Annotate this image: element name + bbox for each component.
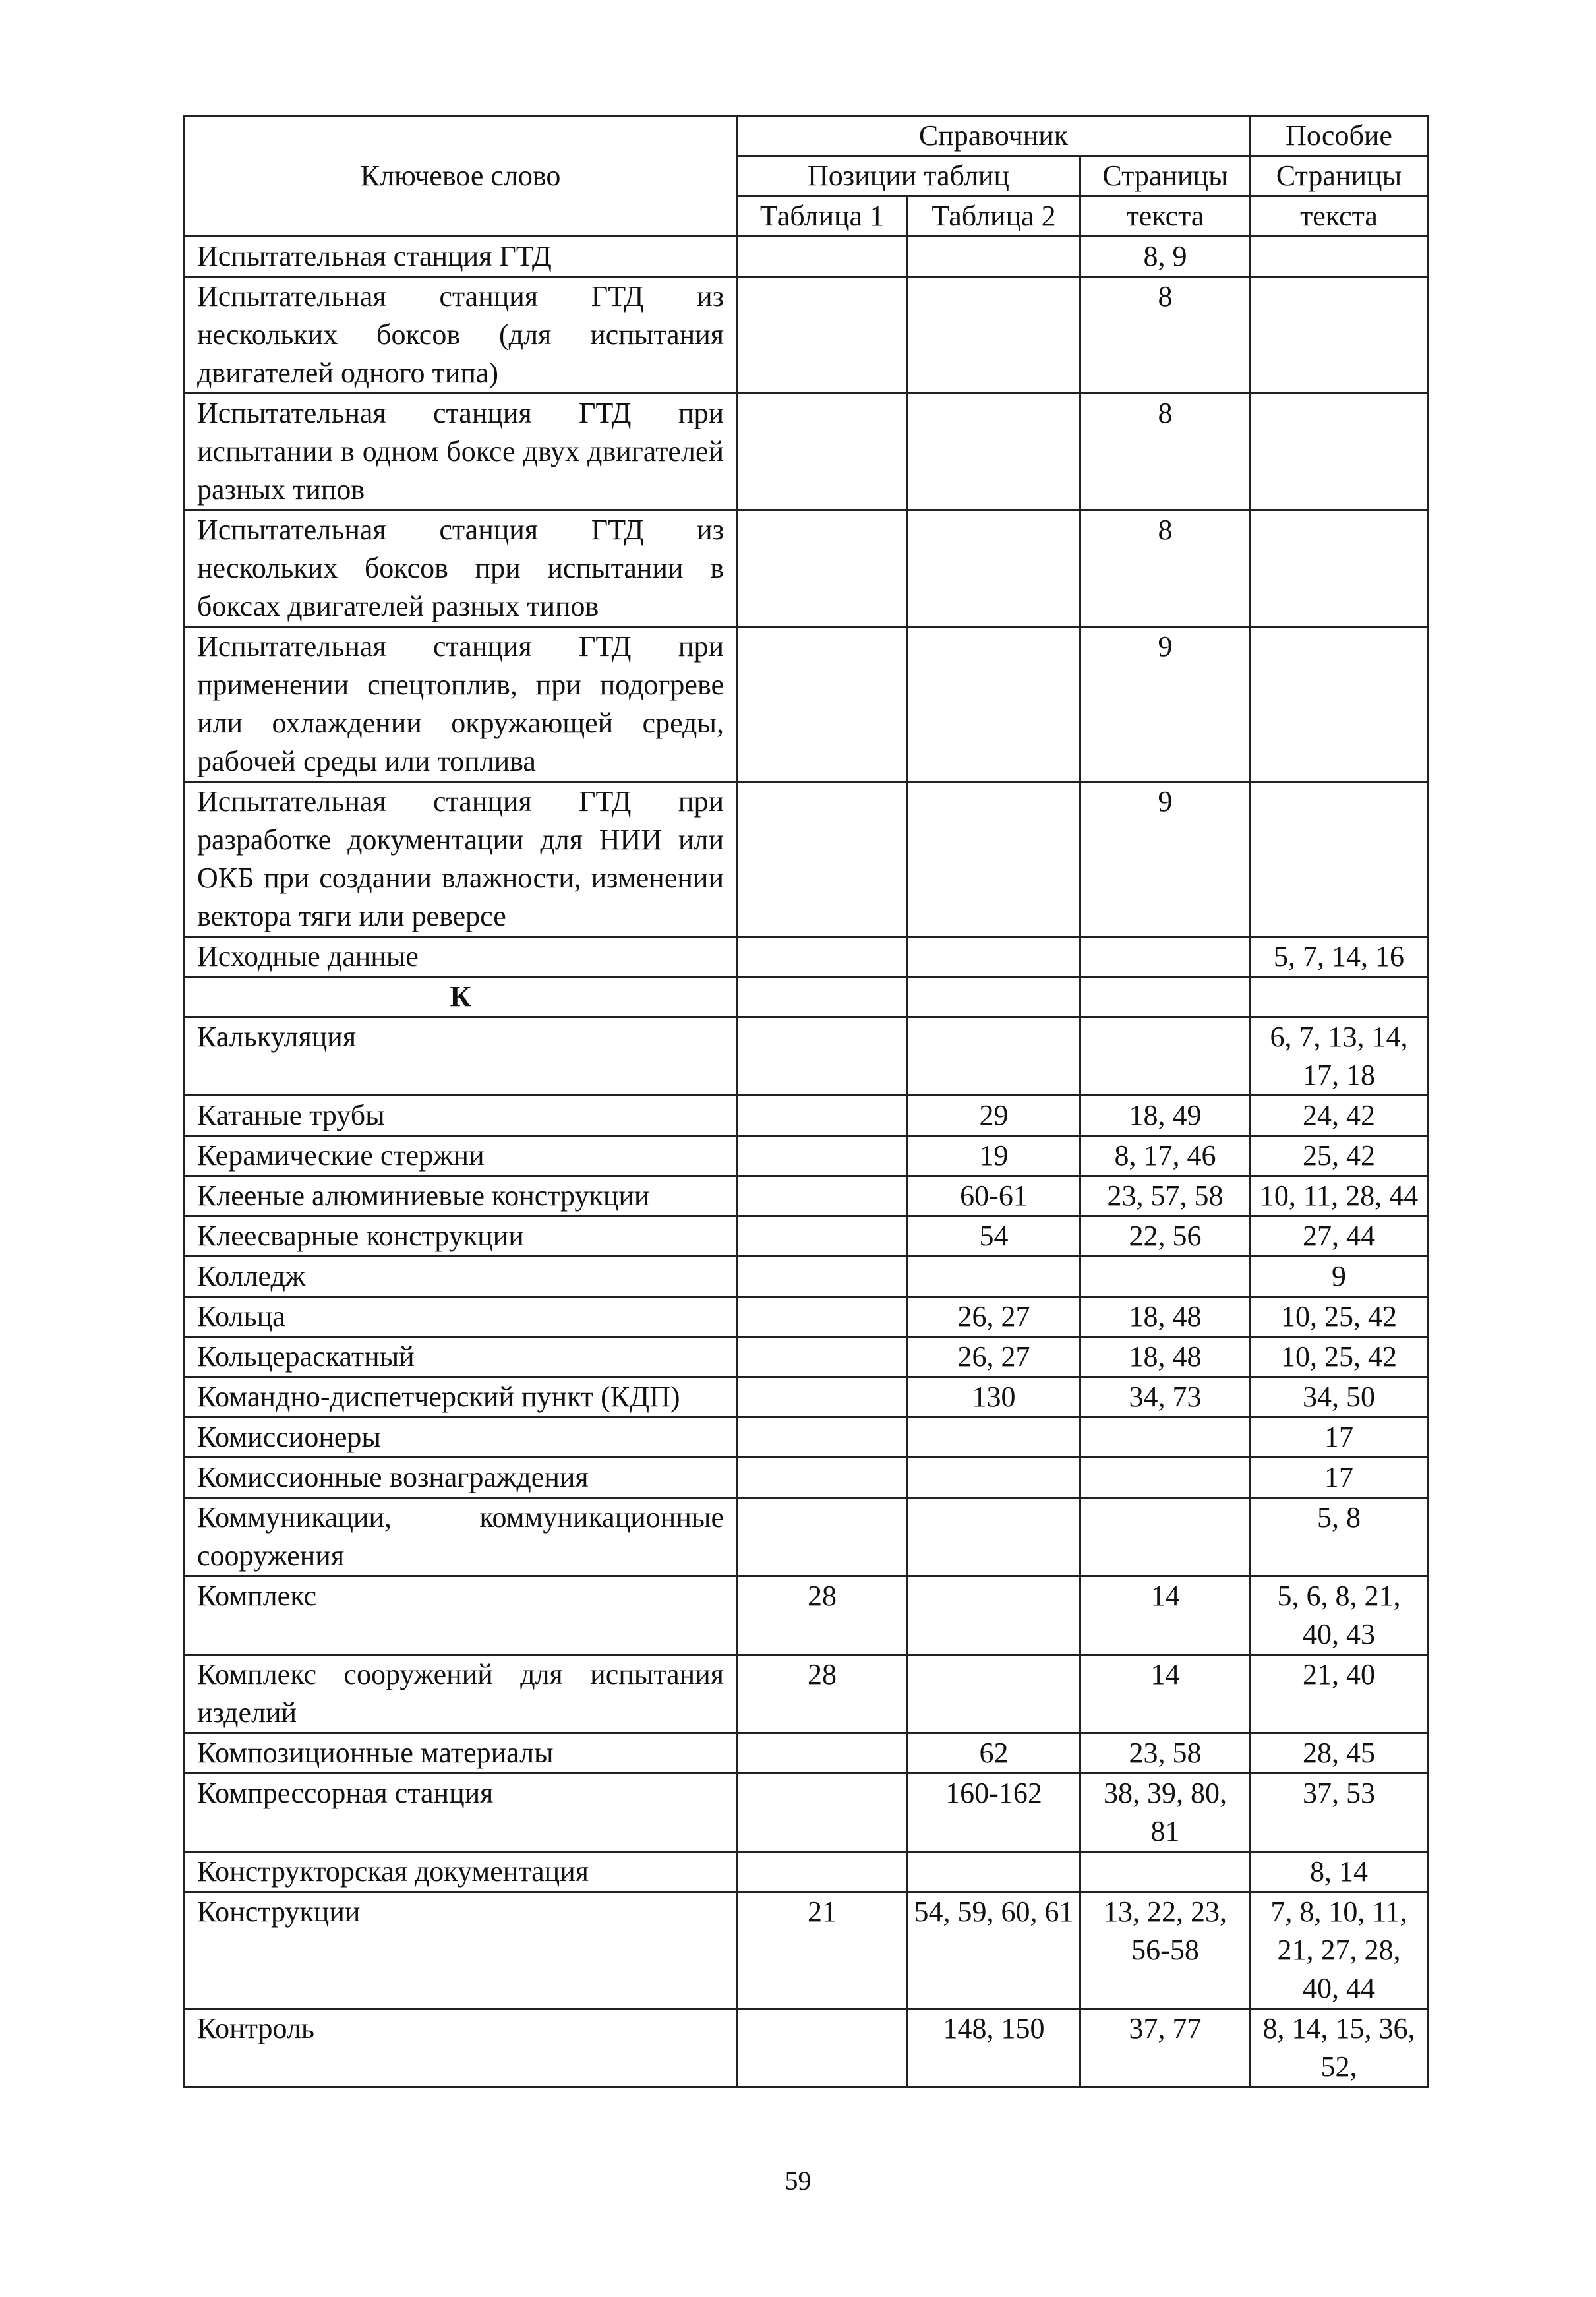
spravochnik-pages-cell — [1080, 1852, 1251, 1892]
empty-cell — [1080, 977, 1251, 1017]
posobie-pages-cell: 6, 7, 13, 14, 17, 18 — [1251, 1017, 1428, 1096]
spravochnik-pages-cell: 23, 58 — [1080, 1733, 1251, 1774]
posobie-pages-cell: 9 — [1251, 1257, 1428, 1297]
table1-cell — [737, 1377, 908, 1417]
table-row — [185, 1892, 1428, 2009]
keyword-cell: Кольца — [185, 1297, 737, 1337]
keyword-cell: Керамические стержни — [185, 1136, 737, 1176]
posobie-pages-cell: 37, 53 — [1251, 1774, 1428, 1852]
header-teksta-posobie: текста — [1251, 196, 1428, 237]
posobie-pages-cell: 21, 40 — [1251, 1655, 1428, 1733]
table1-cell — [737, 782, 908, 937]
table-row — [185, 1377, 1428, 1417]
table1-cell — [737, 1733, 908, 1774]
table1-cell — [737, 1176, 908, 1216]
table-row — [185, 2009, 1428, 2087]
keyword-cell: Колледж — [185, 1257, 737, 1297]
keyword-cell: Композиционные материалы — [185, 1733, 737, 1774]
table-row — [185, 1417, 1428, 1458]
posobie-pages-cell — [1251, 782, 1428, 937]
table-row — [185, 1017, 1428, 1096]
table-row — [185, 782, 1428, 937]
header-posobie: Пособие — [1251, 116, 1428, 156]
table-row — [185, 1655, 1428, 1733]
table2-cell — [908, 237, 1080, 277]
table2-cell — [908, 1017, 1080, 1096]
table-row — [185, 1216, 1428, 1257]
keyword-cell: Кольцераскатный — [185, 1337, 737, 1377]
keyword-cell: Клеесварные конструкции — [185, 1216, 737, 1257]
keyword-cell: Калькуляция — [185, 1017, 737, 1096]
keyword-cell: Испытательная станция ГТД при разработке документации для НИИ или ОКБ при создании влажности, изменении вектора тяги или реверсе — [185, 782, 737, 937]
table2-cell — [908, 627, 1080, 782]
spravochnik-pages-cell: 18, 48 — [1080, 1297, 1251, 1337]
table-row — [185, 1774, 1428, 1852]
keyword-cell: Комплекс сооружений для испытания изделий — [185, 1655, 737, 1733]
keyword-cell: Испытательная станция ГТД при применении спецтоплив, при подогреве или охлаждении окружающей среды, рабочей среды или топлива — [185, 627, 737, 782]
table2-cell: 26, 27 — [908, 1337, 1080, 1377]
spravochnik-pages-cell — [1080, 1017, 1251, 1096]
empty-cell — [908, 977, 1080, 1017]
posobie-pages-cell: 5, 8 — [1251, 1498, 1428, 1576]
table2-cell — [908, 510, 1080, 627]
table-row — [185, 1576, 1428, 1655]
table-header — [185, 116, 1428, 237]
keyword-cell: Испытательная станция ГТД из нескольких боксов (для испытания двигателей одного типа) — [185, 277, 737, 394]
header-spravochnik: Справочник — [737, 116, 1251, 156]
spravochnik-pages-cell: 8, 9 — [1080, 237, 1251, 277]
posobie-pages-cell: 5, 7, 14, 16 — [1251, 937, 1428, 977]
table1-cell — [737, 937, 908, 977]
header-pozicii-tablic: Позиции таблиц — [737, 156, 1080, 196]
keyword-cell: Комплекс — [185, 1576, 737, 1655]
keyword-cell: Контроль — [185, 2009, 737, 2087]
table1-cell — [737, 1337, 908, 1377]
table1-cell — [737, 627, 908, 782]
table2-cell: 130 — [908, 1377, 1080, 1417]
posobie-pages-cell — [1251, 394, 1428, 510]
keyword-cell: Испытательная станция ГТД — [185, 237, 737, 277]
posobie-pages-cell — [1251, 237, 1428, 277]
table2-cell — [908, 1498, 1080, 1576]
table1-cell — [737, 1852, 908, 1892]
table2-cell — [908, 277, 1080, 394]
table-row — [185, 1458, 1428, 1498]
table2-cell: 60-61 — [908, 1176, 1080, 1216]
table-row — [185, 937, 1428, 977]
table1-cell — [737, 1498, 908, 1576]
table2-cell — [908, 394, 1080, 510]
table-row — [185, 1257, 1428, 1297]
table2-cell: 160-162 — [908, 1774, 1080, 1852]
posobie-pages-cell — [1251, 627, 1428, 782]
table2-cell — [908, 782, 1080, 937]
posobie-pages-cell: 7, 8, 10, 11, 21, 27, 28, 40, 44 — [1251, 1892, 1428, 2009]
table2-cell — [908, 1655, 1080, 1733]
posobie-pages-cell: 10, 25, 42 — [1251, 1337, 1428, 1377]
table1-cell — [737, 1136, 908, 1176]
spravochnik-pages-cell — [1080, 1257, 1251, 1297]
table1-cell — [737, 1017, 908, 1096]
posobie-pages-cell: 10, 25, 42 — [1251, 1297, 1428, 1337]
empty-cell — [1251, 977, 1428, 1017]
keyword-cell: Катаные трубы — [185, 1096, 737, 1136]
table1-cell — [737, 394, 908, 510]
spravochnik-pages-cell: 18, 49 — [1080, 1096, 1251, 1136]
posobie-pages-cell: 8, 14 — [1251, 1852, 1428, 1892]
table2-cell: 54, 59, 60, 61 — [908, 1892, 1080, 2009]
section-letter-row — [185, 977, 1428, 1017]
keyword-cell: Исходные данные — [185, 937, 737, 977]
table1-cell: 28 — [737, 1655, 908, 1733]
keyword-cell: Испытательная станция ГТД из нескольких боксов при испытании в боксах двигателей разных типов — [185, 510, 737, 627]
table1-cell — [737, 1216, 908, 1257]
keyword-cell: Командно-диспетчерский пункт (КДП) — [185, 1377, 737, 1417]
table-row — [185, 1337, 1428, 1377]
spravochnik-pages-cell — [1080, 1417, 1251, 1458]
keyword-cell: Комиссионные вознаграждения — [185, 1458, 737, 1498]
keyword-cell: Испытательная станция ГТД при испытании в одном боксе двух двигателей разных типов — [185, 394, 737, 510]
spravochnik-pages-cell: 38, 39, 80, 81 — [1080, 1774, 1251, 1852]
empty-cell — [737, 977, 908, 1017]
table2-cell: 54 — [908, 1216, 1080, 1257]
table-row — [185, 1733, 1428, 1774]
header-keyword: Ключевое слово — [185, 116, 737, 237]
table2-cell — [908, 1417, 1080, 1458]
spravochnik-pages-cell: 34, 73 — [1080, 1377, 1251, 1417]
posobie-pages-cell — [1251, 277, 1428, 394]
table2-cell: 148, 150 — [908, 2009, 1080, 2087]
posobie-pages-cell: 28, 45 — [1251, 1733, 1428, 1774]
keyword-cell: Компрессорная станция — [185, 1774, 737, 1852]
header-teksta: текста — [1080, 196, 1251, 237]
keyword-cell: Клееные алюминиевые конструкции — [185, 1176, 737, 1216]
table1-cell — [737, 277, 908, 394]
table-row — [185, 510, 1428, 627]
table1-cell: 21 — [737, 1892, 908, 2009]
spravochnik-pages-cell: 37, 77 — [1080, 2009, 1251, 2087]
table-row — [185, 1136, 1428, 1176]
table-row — [185, 1096, 1428, 1136]
posobie-pages-cell: 27, 44 — [1251, 1216, 1428, 1257]
table2-cell — [908, 1257, 1080, 1297]
table2-cell: 19 — [908, 1136, 1080, 1176]
table-row — [185, 1498, 1428, 1576]
header-table1: Таблица 1 — [737, 196, 908, 237]
header-table2: Таблица 2 — [908, 196, 1080, 237]
spravochnik-pages-cell: 14 — [1080, 1655, 1251, 1733]
keyword-index-table — [183, 115, 1429, 2088]
section-letter: К — [185, 977, 737, 1017]
table2-cell: 29 — [908, 1096, 1080, 1136]
table1-cell — [737, 1297, 908, 1337]
table2-cell: 26, 27 — [908, 1297, 1080, 1337]
header-stranicy-posobie: Страницы — [1251, 156, 1428, 196]
posobie-pages-cell: 17 — [1251, 1417, 1428, 1458]
posobie-pages-cell: 10, 11, 28, 44 — [1251, 1176, 1428, 1216]
table1-cell: 28 — [737, 1576, 908, 1655]
spravochnik-pages-cell: 8 — [1080, 510, 1251, 627]
posobie-pages-cell: 17 — [1251, 1458, 1428, 1498]
table-row — [185, 394, 1428, 510]
spravochnik-pages-cell: 14 — [1080, 1576, 1251, 1655]
table-row — [185, 1176, 1428, 1216]
posobie-pages-cell: 34, 50 — [1251, 1377, 1428, 1417]
keyword-cell: Коммуникации, коммуникационные сооружения — [185, 1498, 737, 1576]
table-row — [185, 237, 1428, 277]
table1-cell — [737, 1458, 908, 1498]
table2-cell — [908, 937, 1080, 977]
table2-cell — [908, 1458, 1080, 1498]
spravochnik-pages-cell: 8, 17, 46 — [1080, 1136, 1251, 1176]
posobie-pages-cell: 5, 6, 8, 21, 40, 43 — [1251, 1576, 1428, 1655]
page-number: 59 — [784, 2166, 812, 2195]
table-row — [185, 1852, 1428, 1892]
table1-cell — [737, 1257, 908, 1297]
spravochnik-pages-cell: 8 — [1080, 394, 1251, 510]
table1-cell — [737, 237, 908, 277]
spravochnik-pages-cell: 13, 22, 23, 56-58 — [1080, 1892, 1251, 2009]
table2-cell: 62 — [908, 1733, 1080, 1774]
posobie-pages-cell — [1251, 510, 1428, 627]
table2-cell — [908, 1576, 1080, 1655]
table1-cell — [737, 1774, 908, 1852]
spravochnik-pages-cell: 9 — [1080, 627, 1251, 782]
spravochnik-pages-cell — [1080, 937, 1251, 977]
table-body — [185, 237, 1428, 2087]
table-row — [185, 277, 1428, 394]
posobie-pages-cell: 24, 42 — [1251, 1096, 1428, 1136]
posobie-pages-cell: 25, 42 — [1251, 1136, 1428, 1176]
table1-cell — [737, 1417, 908, 1458]
keyword-cell: Конструкторская документация — [185, 1852, 737, 1892]
table1-cell — [737, 510, 908, 627]
table1-cell — [737, 1096, 908, 1136]
table1-cell — [737, 2009, 908, 2087]
spravochnik-pages-cell — [1080, 1458, 1251, 1498]
table-row — [185, 627, 1428, 782]
header-stranicy: Страницы — [1080, 156, 1251, 196]
keyword-cell: Конструкции — [185, 1892, 737, 2009]
spravochnik-pages-cell: 22, 56 — [1080, 1216, 1251, 1257]
table2-cell — [908, 1852, 1080, 1892]
spravochnik-pages-cell: 23, 57, 58 — [1080, 1176, 1251, 1216]
spravochnik-pages-cell: 18, 48 — [1080, 1337, 1251, 1377]
spravochnik-pages-cell: 8 — [1080, 277, 1251, 394]
spravochnik-pages-cell: 9 — [1080, 782, 1251, 937]
spravochnik-pages-cell — [1080, 1498, 1251, 1576]
posobie-pages-cell: 8, 14, 15, 36, 52, — [1251, 2009, 1428, 2087]
keyword-cell: Комиссионеры — [185, 1417, 737, 1458]
table-row — [185, 1297, 1428, 1337]
